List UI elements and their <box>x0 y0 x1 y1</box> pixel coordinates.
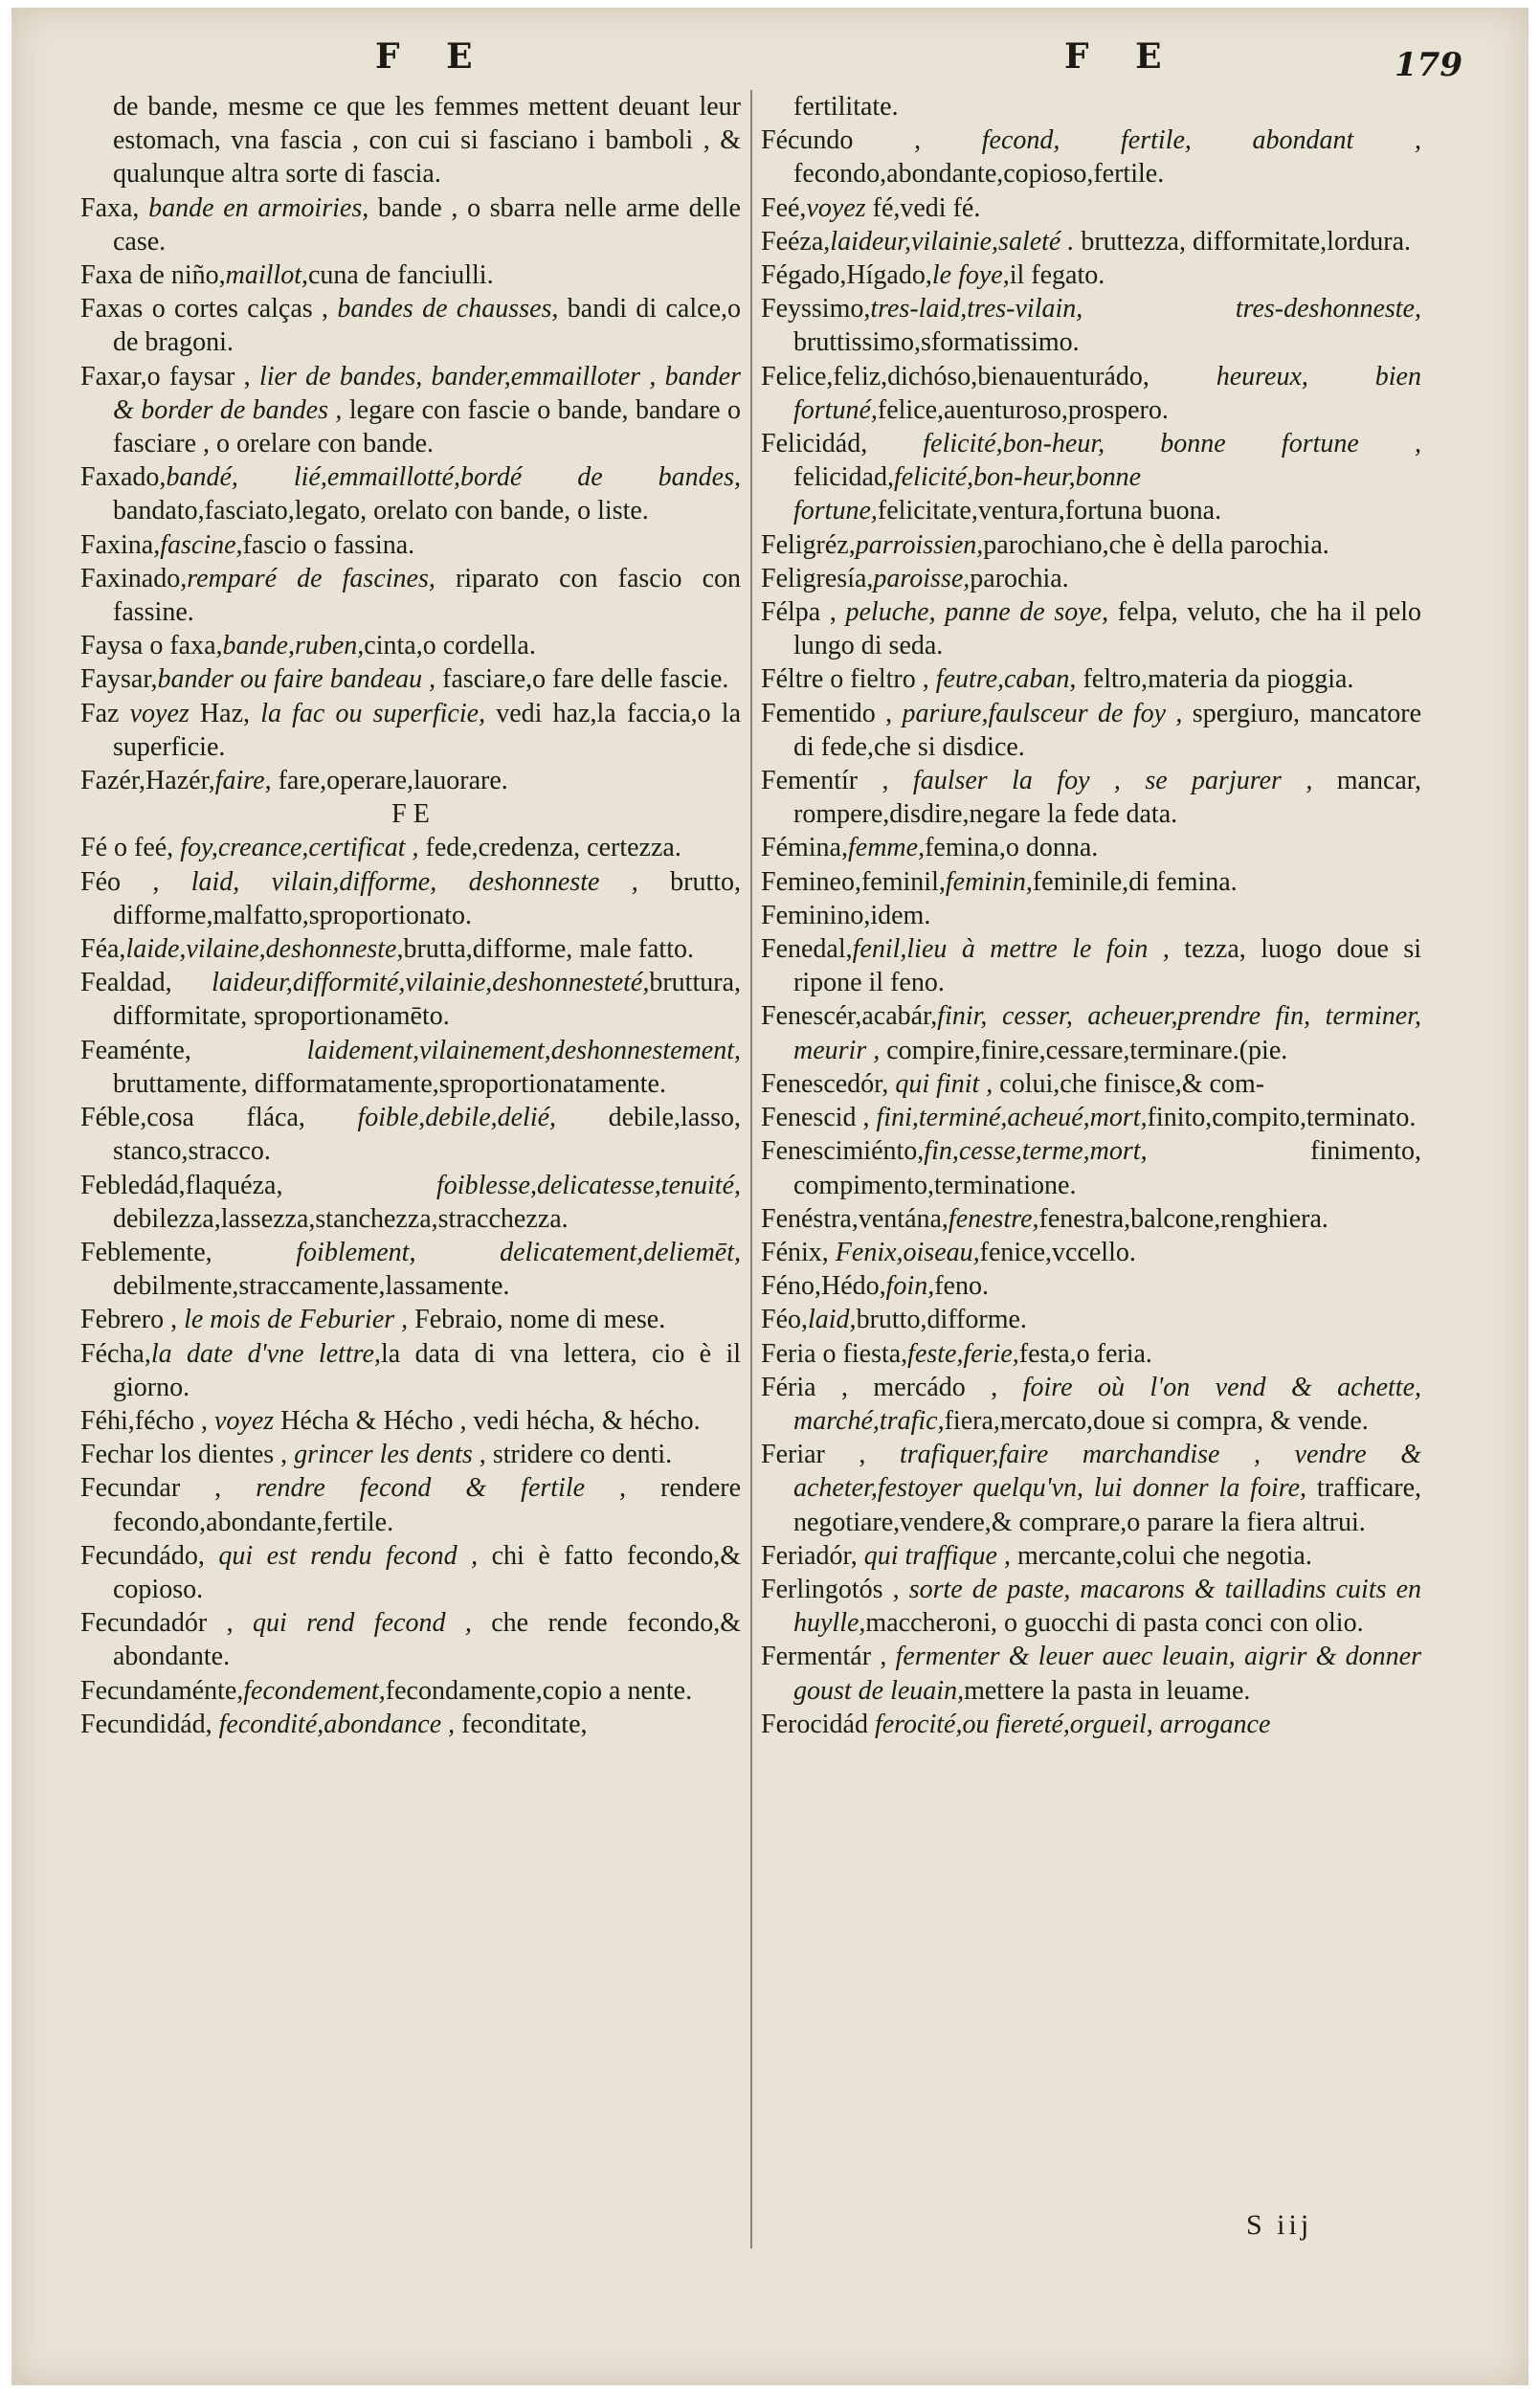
headword: Fenescedór, <box>761 1068 896 1099</box>
italian-gloss: bande , o sbarra nelle arme delle case. <box>113 192 741 257</box>
headword: Fenéstra,ventána, <box>761 1203 949 1234</box>
dictionary-entry <box>761 360 1421 427</box>
headword: Febrero , <box>80 1305 185 1335</box>
running-head-left: F E <box>375 36 490 77</box>
headword: Féo , <box>80 866 191 897</box>
french-gloss: fenestre, <box>948 1203 1039 1234</box>
italian-gloss: felpa, veluto, che ha il pelo lungo di seda. <box>793 597 1421 661</box>
french-gloss: fecondité,abondance , <box>218 1709 456 1739</box>
dictionary-entry <box>761 1067 1421 1101</box>
french-gloss: fenil,lieu à mettre le foin , <box>852 934 1170 965</box>
italian-gloss: parochiano,che è della parochia. <box>983 529 1329 560</box>
dictionary-entry <box>761 562 1421 595</box>
dictionary-entry <box>80 629 741 662</box>
italian-gloss: fascio o fassina. <box>242 529 415 560</box>
french-gloss: qui traffique , <box>863 1540 1011 1571</box>
headword: Féria , mercádo , <box>761 1372 1023 1402</box>
italian-gloss: la data di vna lettera, cio è il giorno. <box>113 1338 741 1402</box>
french-gloss: bande,ruben, <box>222 631 365 661</box>
french-gloss: voyez <box>806 192 866 223</box>
french-gloss: fermenter & leuer auec leuain, aigrir & donner goust de leuain, <box>793 1642 1422 1706</box>
headword: Fécha, <box>80 1338 151 1369</box>
section-heading-text: F E <box>391 799 430 830</box>
dictionary-entry <box>761 662 1421 696</box>
dictionary-entry <box>761 1438 1421 1539</box>
italian-gloss: Hécha & Hécho , vedi hécha, & hécho. <box>274 1405 701 1436</box>
headword: Féo, <box>761 1305 808 1335</box>
dictionary-entry <box>80 697 741 764</box>
italian-gloss: femina,o donna. <box>925 833 1099 863</box>
french-gloss: felicité,bon-heur,bonne fortune, <box>793 462 1142 526</box>
italian-gloss: feminile,di femina. <box>1032 866 1238 897</box>
headword: Fenescimiénto, <box>761 1136 925 1167</box>
headword: Féno,Hédo, <box>761 1271 886 1302</box>
dictionary-entry <box>761 932 1421 999</box>
italian-gloss: fecondamente,copio a nente. <box>385 1675 693 1706</box>
italian-gloss: maccheroni, o guocchi di pasta conci con olio. <box>865 1608 1364 1639</box>
italian-gloss: feno. <box>934 1271 989 1302</box>
french-gloss: laidement,vilainement,deshonnestement, <box>306 1035 741 1065</box>
dictionary-entry <box>761 1101 1421 1134</box>
headword: Ferocidád <box>761 1709 875 1739</box>
dictionary-entry <box>80 1303 741 1336</box>
running-head-right: F E <box>1064 36 1179 77</box>
french-gloss: finir, cesser, acheuer,prendre fin, terminer, meurir , <box>793 1001 1421 1065</box>
italian-gloss: festa,o feria. <box>1018 1338 1152 1369</box>
french-gloss: la fac ou superficie, <box>260 698 486 728</box>
italian-gloss: bruttura, difformitate, sproportionamēto. <box>113 968 741 1032</box>
italian-gloss: fede,credenza, certezza. <box>418 833 681 863</box>
french-gloss: qui est rendu fecond , <box>218 1540 479 1571</box>
french-gloss: qui finit , <box>895 1068 993 1099</box>
french-gloss: bandé, lié,emmaillotté,bordé de bandes, <box>166 462 741 493</box>
dictionary-entry <box>761 999 1421 1066</box>
dictionary-entry <box>80 360 741 461</box>
italian-gloss: tezza, luogo doue si ripone il feno. <box>793 934 1421 998</box>
headword: Feligresía, <box>761 563 874 593</box>
headword: Féhi,fécho , <box>80 1405 214 1436</box>
french-gloss: laideur,vilainie,saleté . <box>830 226 1075 257</box>
italian-gloss: feltro,materia da pioggia. <box>1076 664 1354 695</box>
italian-gloss: vedi haz,la faccia,o la superficie. <box>113 698 742 762</box>
dictionary-entry <box>761 427 1421 528</box>
headword: Félpa , <box>761 597 846 628</box>
french-gloss: la date d'vne lettre, <box>150 1338 381 1369</box>
french-gloss: faulser la foy , se parjurer , <box>912 766 1313 796</box>
dictionary-entry <box>761 123 1421 190</box>
dictionary-entry <box>80 662 741 696</box>
dictionary-entry <box>80 1337 741 1404</box>
french-gloss: foiblement, delicatement,deliemēt, <box>296 1237 741 1267</box>
italian-gloss: riparato con fascio con fassine. <box>113 563 742 628</box>
italian-gloss: vna fascia , con cui si fasciano i bamboli , & qualunque altra sorte di fascia. <box>113 125 741 190</box>
headword: Fenedal, <box>761 934 853 965</box>
dictionary-entry <box>80 562 741 629</box>
french-gloss: maillot, <box>225 260 308 291</box>
italian-gloss: mettere la pasta in leuame. <box>964 1675 1251 1706</box>
headword: Faxa, <box>80 192 149 223</box>
italian-gloss: mercante,colui che negotia. <box>1010 1540 1312 1571</box>
italian-gloss: fasciare,o fare delle fascie. <box>435 664 729 695</box>
italian-gloss: (pie. <box>1239 1035 1288 1065</box>
headword: fertilitate. <box>793 92 899 122</box>
italian-gloss: brutto,difforme. <box>856 1305 1027 1335</box>
headword: Faysa o faxa, <box>80 631 223 661</box>
italian-gloss: stridere co denti. <box>485 1440 673 1470</box>
italian-gloss: bruttezza, difformitate,lordura. <box>1074 226 1412 257</box>
italian-gloss: parochia. <box>970 563 1069 593</box>
headword: Faxado, <box>80 462 167 493</box>
french-gloss: voyez <box>213 1405 275 1436</box>
dictionary-entry <box>80 460 741 527</box>
italian-gloss: che rende fecondo,& abondante. <box>113 1608 742 1672</box>
headword: Fecundaménte, <box>80 1675 244 1706</box>
italian-gloss: cinta,o cordella. <box>364 631 536 661</box>
headword: Feria o fiesta, <box>761 1338 908 1369</box>
italian-gloss: fenice,vccello. <box>979 1237 1136 1267</box>
headword: Feaménte, <box>80 1035 307 1065</box>
french-gloss: fini,terminé,acheué,mort, <box>876 1103 1148 1133</box>
french-gloss: foin, <box>885 1271 935 1302</box>
dictionary-entry <box>80 1708 741 1741</box>
french-gloss: bande en armoiries, <box>148 192 369 223</box>
french-gloss: femme, <box>848 833 926 863</box>
headword: Fenescid , <box>761 1103 877 1133</box>
headword: Fécundo , <box>761 125 982 156</box>
dictionary-entry <box>761 1708 1421 1741</box>
italian-gloss: debilezza,lassezza,stanchezza,stracchezza. <box>113 1203 569 1234</box>
right-column <box>761 90 1421 1741</box>
headword: Féltre o fieltro , <box>761 664 936 695</box>
headword: Feblemente, <box>80 1237 297 1267</box>
french-gloss: foire où l'on vend & achette, marché,trafic, <box>793 1372 1422 1436</box>
dictionary-entry <box>80 1404 741 1438</box>
headword: Feligréz, <box>761 529 856 560</box>
dictionary-entry <box>761 697 1421 764</box>
dictionary-entry <box>761 292 1421 359</box>
italian-gloss: legare con fascie o bande, bandare o fasciare , o orelare con bande. <box>113 394 742 459</box>
headword: Fecundar , <box>80 1473 257 1504</box>
italian-gloss: Febraio, nome di mese. <box>408 1305 666 1335</box>
dictionary-entry <box>80 1438 741 1471</box>
dictionary-entry <box>761 1371 1421 1438</box>
french-gloss: felicité,bon-heur, bonne fortune , <box>923 429 1421 459</box>
dictionary-entry <box>761 1303 1421 1336</box>
dictionary-entry <box>80 1169 741 1236</box>
headword: Ferlingotós , <box>761 1574 909 1604</box>
french-gloss: laideur,difformité,vilainie,deshonnesteté, <box>212 968 650 998</box>
dictionary-entry <box>761 1337 1421 1371</box>
dictionary-entry <box>80 1539 741 1606</box>
headword: Feriar , <box>761 1440 900 1470</box>
french-gloss: fecondement, <box>243 1675 386 1706</box>
italian-gloss: spergiuro, mancatore di fede,che si disdice. <box>793 698 1422 762</box>
headword: Féa, <box>80 934 126 965</box>
dictionary-entry <box>761 865 1421 899</box>
headword: Faxinado, <box>80 563 188 593</box>
headword: Fenescér,acabár, <box>761 1001 938 1032</box>
french-gloss: lier de bandes, bander,emmailloter , bander & border de bandes , <box>113 361 742 425</box>
headword: Feyssimo, <box>761 294 871 324</box>
french-gloss: ferocité,ou fiereté,orgueil, arrogance <box>874 1709 1271 1739</box>
dictionary-page <box>11 8 1529 2385</box>
section-heading <box>80 797 741 831</box>
headword: Fementír , <box>761 766 913 796</box>
french-gloss: sorte de paste, macarons & tailladins cuits en huylle, <box>793 1574 1421 1639</box>
dictionary-entry <box>761 1269 1421 1303</box>
headword: Felicidád, <box>761 429 924 459</box>
dictionary-entry <box>761 899 1421 932</box>
french-gloss: heureux, bien fortuné, <box>793 361 1421 425</box>
italian-gloss: brutta,difforme, male fatto. <box>403 934 694 965</box>
dictionary-entry <box>761 1134 1421 1201</box>
french-gloss: Fenix,oiseau, <box>835 1237 980 1267</box>
dictionary-entry <box>80 1236 741 1303</box>
italian-gloss: cuna de fanciulli. <box>307 260 494 291</box>
headword: Feé, <box>761 192 807 223</box>
french-gloss: laid, vilain,difforme, deshonneste , <box>190 866 638 897</box>
italian-gloss: bruttissimo,sformatissimo. <box>793 327 1080 358</box>
headword: Fementido , <box>761 698 903 728</box>
french-gloss: le mois de Feburier , <box>184 1305 409 1335</box>
italian-gloss: fiera,mercato,doue si compra, & vende. <box>944 1405 1369 1436</box>
dictionary-entry <box>761 528 1421 562</box>
italian-gloss: finito,compito,terminato. <box>1147 1103 1417 1133</box>
french-gloss: le foye, <box>931 260 1010 291</box>
french-gloss: feminin, <box>945 866 1033 897</box>
italian-gloss: brutto, difforme,malfatto,sproportionato. <box>113 866 742 930</box>
italian-gloss: fenestra,balcone,renghiera. <box>1038 1203 1328 1234</box>
italian-gloss: trafficare, negotiare,vendere,& comprare,o parare la fiera altrui. <box>793 1473 1421 1537</box>
dictionary-entry <box>80 90 741 191</box>
dictionary-entry <box>761 831 1421 864</box>
dictionary-entry <box>80 1101 741 1168</box>
italian-gloss: compire,finire,cessare,terminare. <box>880 1035 1239 1065</box>
headword: Fechar los dientes , <box>80 1440 295 1470</box>
italian-gloss: felice,auenturoso,prospero. <box>877 394 1169 425</box>
page-number: 179 <box>1395 46 1462 84</box>
dictionary-entry <box>80 528 741 562</box>
dictionary-entry <box>80 865 741 932</box>
headword: Feriadór, <box>761 1540 864 1571</box>
headword: Fealdad, <box>80 968 212 998</box>
french-gloss: bandes de chausses, <box>337 294 559 324</box>
dictionary-entry <box>80 831 741 864</box>
italian-gloss: bruttamente, difformatamente,sproportionatamente. <box>113 1068 666 1099</box>
italian-gloss: debilmente,straccamente,lassamente. <box>113 1271 510 1302</box>
headword: Fé o feé, <box>80 833 181 863</box>
dictionary-entry <box>761 191 1421 225</box>
dictionary-entry <box>761 258 1421 292</box>
italian-gloss: fecondo,abondante,copioso,fertile. <box>793 159 1165 190</box>
headword: Faysar, <box>80 664 158 695</box>
signature-mark: S iij <box>1246 2209 1313 2241</box>
left-column <box>80 90 741 1741</box>
headword: Felice,feliz,dichóso,bienauenturádo, <box>761 361 1216 391</box>
headword: Feminino,idem. <box>761 900 931 930</box>
italian-gloss: Haz, <box>189 698 261 728</box>
dictionary-entry <box>761 1236 1421 1269</box>
column-divider <box>750 90 752 2248</box>
french-gloss: peluche, panne de soye, <box>845 597 1109 628</box>
french-gloss: feste,ferie, <box>907 1338 1019 1369</box>
dictionary-entry <box>80 191 741 258</box>
dictionary-entry <box>80 1034 741 1101</box>
italian-gloss: fare,operare,lauorare. <box>271 766 508 796</box>
headword: Faxina, <box>80 529 161 560</box>
dictionary-entry <box>761 1640 1421 1707</box>
dictionary-entry <box>761 90 1421 123</box>
french-gloss: grincer les dents , <box>294 1440 486 1470</box>
italian-gloss: felicitate,ventura,fortuna buona. <box>877 496 1222 526</box>
dictionary-entry <box>80 764 741 797</box>
dictionary-entry <box>80 1674 741 1708</box>
headword: Fecundádo, <box>80 1540 219 1571</box>
italian-gloss: felicidad, <box>793 462 894 493</box>
italian-gloss: bandato,fasciato,legato, orelato con bande, o liste. <box>113 496 649 526</box>
french-gloss: bander ou faire bandeau , <box>157 664 436 695</box>
french-gloss: remparé de fascines, <box>187 563 435 593</box>
french-gloss: feutre,caban, <box>935 664 1077 695</box>
italian-gloss: il fegato. <box>1009 260 1105 291</box>
dictionary-entry <box>761 225 1421 258</box>
headword: Fégado,Hígado, <box>761 260 932 291</box>
dictionary-entry <box>761 764 1421 831</box>
french-gloss: faire, <box>214 766 272 796</box>
italian-gloss: finimento, compimento,terminatione. <box>793 1136 1421 1200</box>
dictionary-entry <box>761 1539 1421 1573</box>
headword: Faxa de niño, <box>80 260 226 291</box>
french-gloss: trafiquer,faire marchandise , vendre & acheter,festoyer quelqu'vn, lui donner la foire, <box>793 1440 1422 1504</box>
italian-gloss: debile,lasso, stanco,stracco. <box>113 1103 741 1167</box>
dictionary-entry <box>761 1202 1421 1236</box>
italian-gloss: rendere fecondo,abondante,fertile. <box>113 1473 741 1537</box>
dictionary-entry <box>761 595 1421 662</box>
dictionary-entry <box>80 258 741 292</box>
headword: Feéza, <box>761 226 831 257</box>
french-gloss: fin,cesse,terme,mort, <box>924 1136 1148 1167</box>
headword: Faxar,o faysar , <box>80 361 259 391</box>
italian-gloss: bandi di calce,o de bragoni. <box>113 294 741 358</box>
french-gloss: qui rend fecond , <box>252 1608 472 1639</box>
italian-gloss: fé,vedi fé. <box>865 192 981 223</box>
french-gloss: tres-laid,tres-vilain, tres-deshonneste, <box>870 294 1421 324</box>
headword: Fazér,Hazér, <box>80 766 215 796</box>
headword: Fecundadór , <box>80 1608 253 1639</box>
french-gloss: foiblesse,delicatesse,tenuité, <box>435 1170 741 1200</box>
french-gloss: fascine, <box>160 529 243 560</box>
italian-gloss: colui,che finisce,& com- <box>993 1068 1265 1099</box>
headword: Fermentár , <box>761 1642 896 1672</box>
headword: de bande, mesme ce que les femmes mettent deuant leur estomach, <box>113 92 741 156</box>
headword: Femineo,feminil, <box>761 866 946 897</box>
headword: Fémina, <box>761 833 848 863</box>
dictionary-entry <box>80 1606 741 1673</box>
french-gloss: paroisse, <box>873 563 971 593</box>
dictionary-entry <box>80 932 741 966</box>
dictionary-entry <box>80 1471 741 1538</box>
headword: Fénix, <box>761 1237 836 1267</box>
italian-gloss: chi è fatto fecondo,& copioso. <box>113 1540 742 1604</box>
french-gloss: parroissien, <box>855 529 984 560</box>
dictionary-entry <box>761 1573 1421 1640</box>
french-gloss: laid, <box>808 1305 857 1335</box>
headword: Faxas o cortes calças , <box>80 294 338 324</box>
french-gloss: pariure,faulsceur de foy , <box>902 698 1183 728</box>
dictionary-entry <box>80 292 741 359</box>
italian-gloss: mancar, rompere,disdire,negare la fede data. <box>793 766 1422 830</box>
dictionary-entry <box>80 966 741 1033</box>
french-gloss: laide,vilaine,deshonneste, <box>125 934 404 965</box>
headword: Febledád,flaquéza, <box>80 1170 436 1200</box>
french-gloss: voyez <box>129 698 190 728</box>
french-gloss: foible,debile,delié, <box>357 1103 557 1133</box>
french-gloss: fecond, fertile, abondant , <box>981 125 1421 156</box>
headword: Féble,cosa fláca, <box>80 1103 358 1133</box>
french-gloss: rendre fecond & fertile , <box>256 1473 627 1504</box>
italian-gloss: feconditate, <box>455 1709 588 1739</box>
headword: Fecundidád, <box>80 1709 219 1739</box>
headword: Faz <box>80 698 130 728</box>
french-gloss: foy,creance,certificat , <box>180 833 419 863</box>
